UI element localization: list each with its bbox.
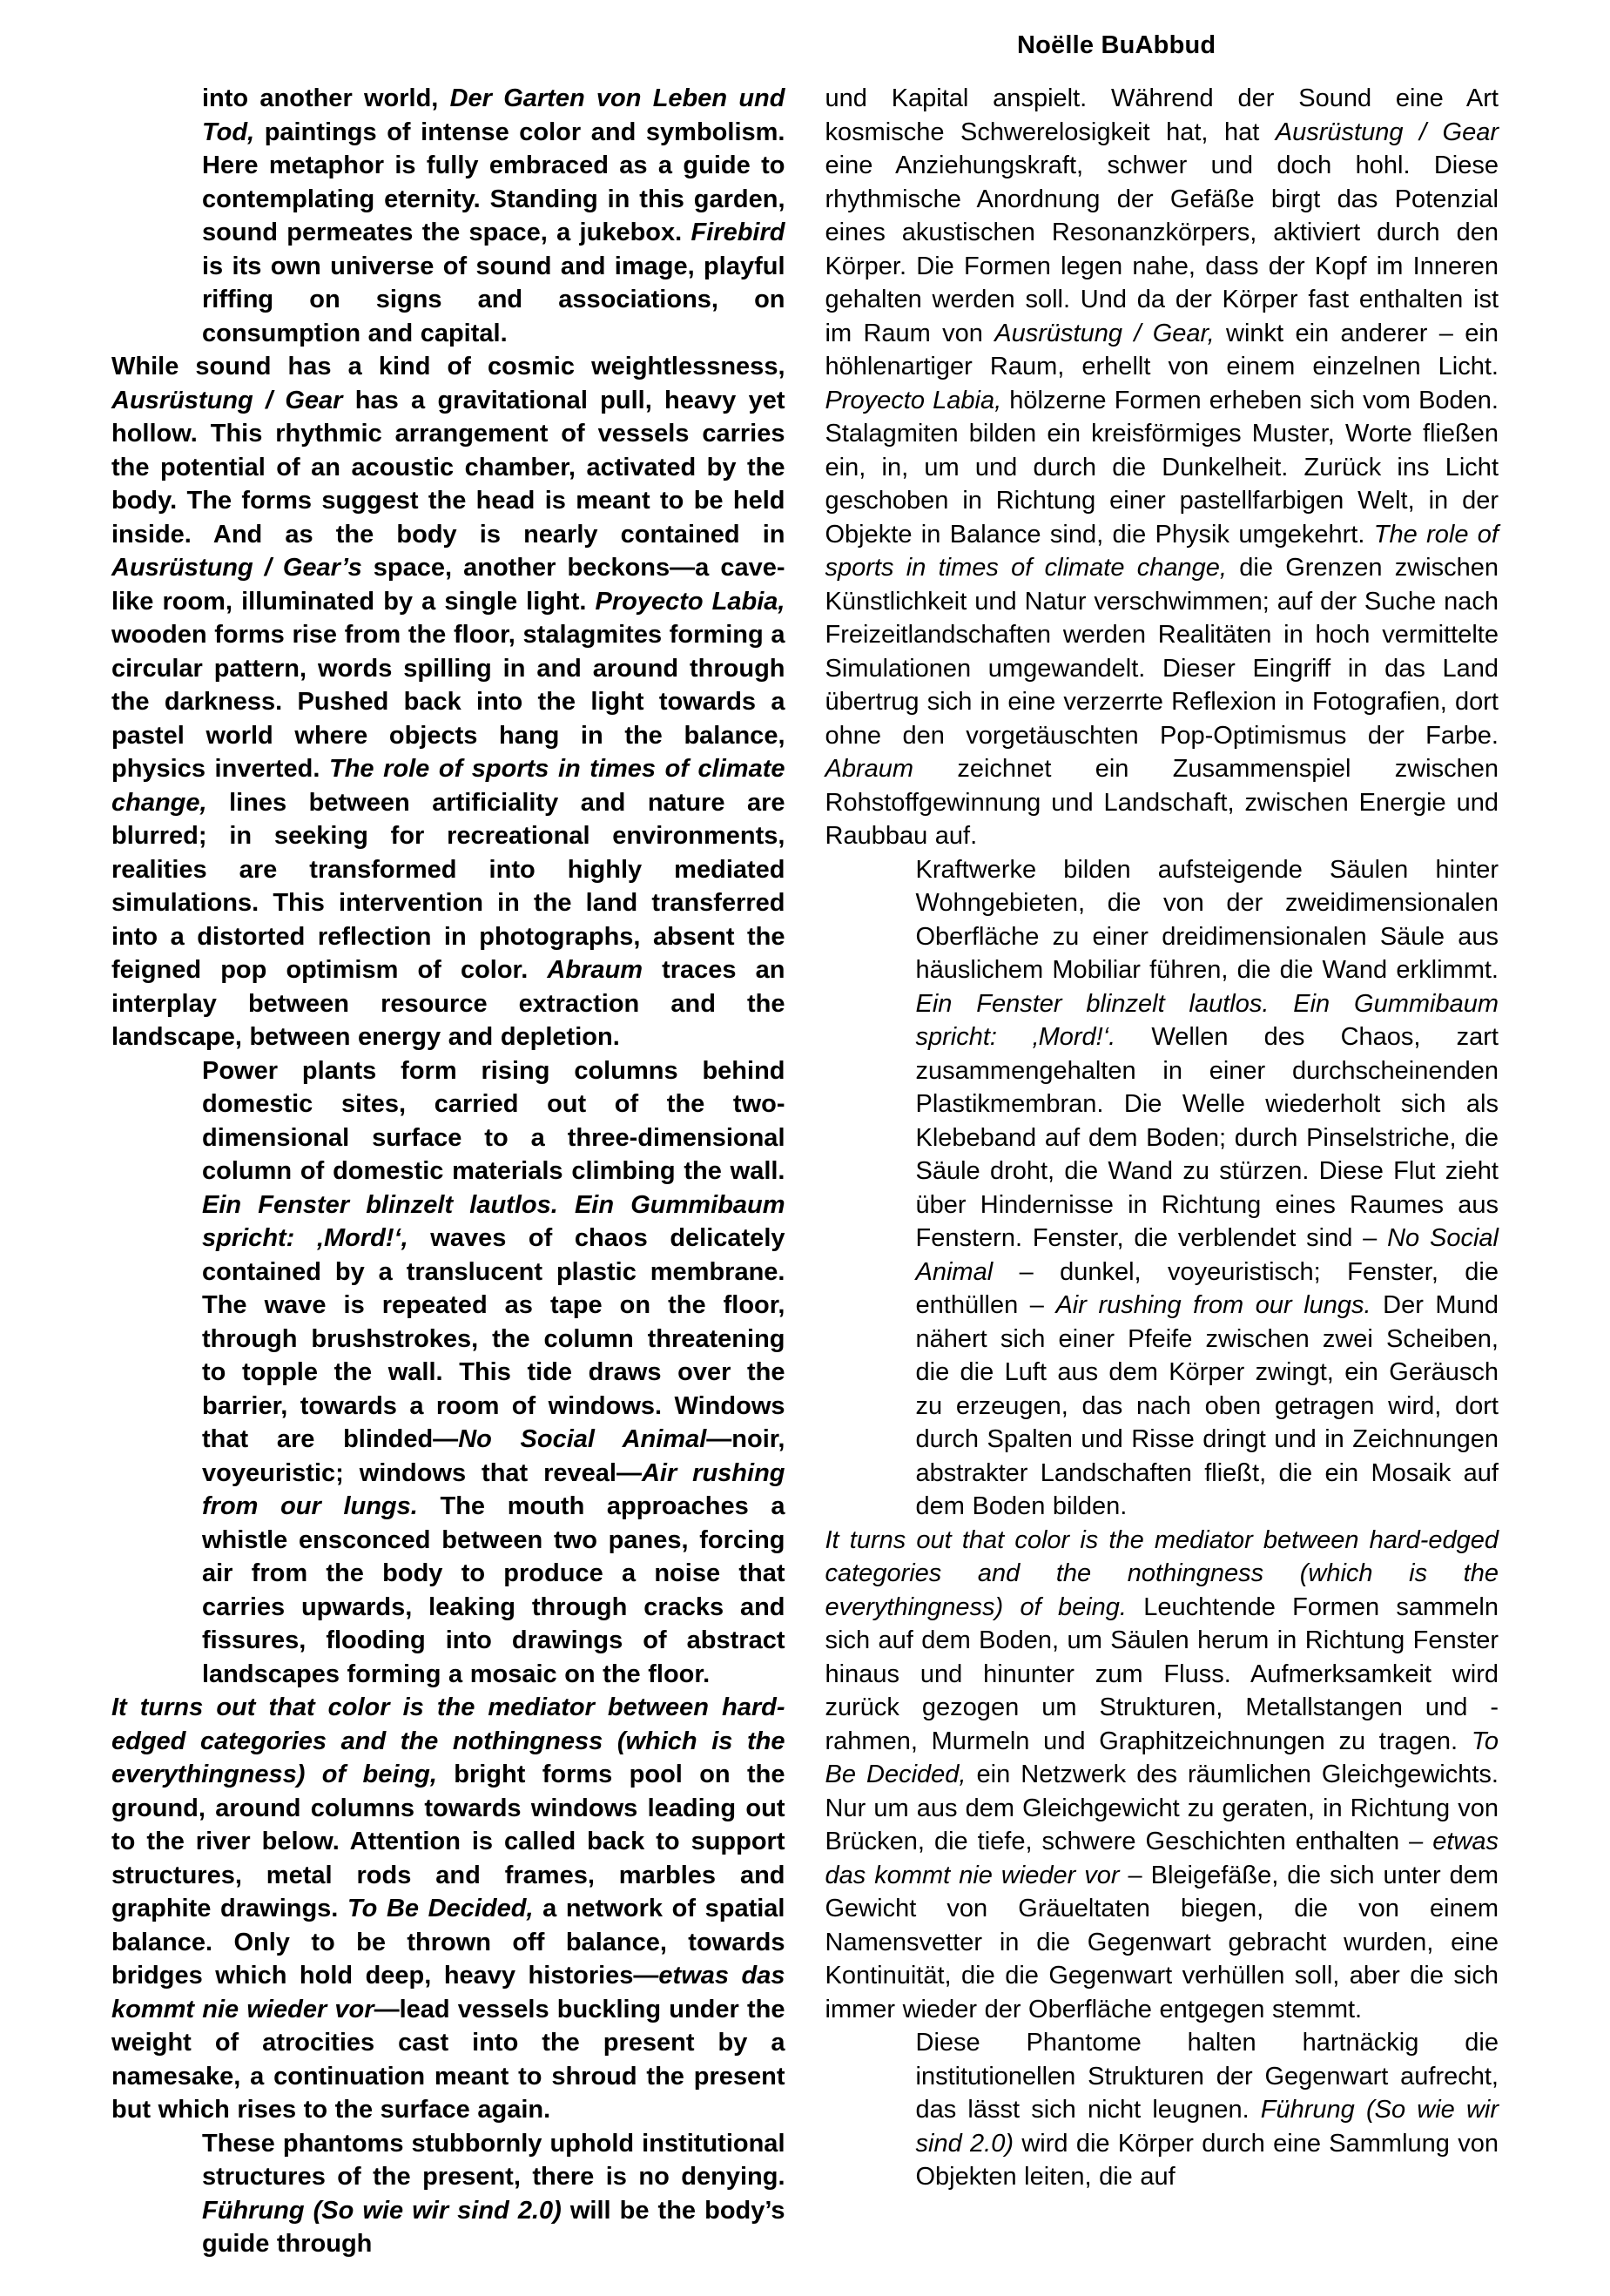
paragraph-en-4: These phantoms stubbornly uphold institutional structures of the present, there is no denying. Führung (So wie wir sind 2.0) will be the body’s guide through (202, 2129, 785, 2258)
paragraph-de-3: Diese Phantome halten hartnäckig die institutionellen Strukturen der Gegenwart aufrecht, das lässt sich nicht leugnen. Führung (So wie wir sind 2.0) wird die Körper durch eine Sammlung von Objekten leiten, die auf (915, 2029, 1499, 2191)
paragraph-de-2: It turns out that color is the mediator between hard-edged categories and the nothingness (which is the everythingness) of being. Leuchtende Formen sammeln sich auf dem Boden, um Säulen herum in Richtung Fenster hinaus und hinunter zum Fluss. Aufmerksamkeit wird zurück gezogen um Strukturen, Metallstangen und -rahmen, Murmeln und Graphitzeichnungen zu tragen. To Be Decided, ein Netzwerk des räumlichen Gleichgewichts. Nur um aus dem Gleichgewicht zu geraten, in Richtung von Brücken, die tiefe, schwere Geschichten enthalten – etwas das kommt nie wieder vor – Bleigefäße, die sich unter dem Gewicht von Gräueltaten biegen, die von einem Namensvetter in die Gegenwart gebracht wurden, eine Kontinuität, die die Gegenwart verhüllen soll, aber die sich immer wieder der Oberfläche entgegen stemmt. (825, 1525, 1499, 2023)
column-english (111, 82, 785, 2261)
column-german (825, 82, 1499, 2261)
running-head (111, 24, 1499, 70)
paragraph-en-0: into another world, Der Garten von Leben und Tod, paintings of intense color and symbolism. Here metaphor is fully embraced as a guide to contemplating eternity. Standing in this garden, sound permeates the space, a jukebox. Firebird is its own universe of sound and image, playful riffing on signs and associations, on consumption and capital. (202, 84, 785, 347)
paragraph-en-2: Power plants form rising columns behind domestic sites, carried out of the two-dimensional surface to a three-dimensional column of domestic materials climbing the wall. Ein Fenster blinzelt lautlos. Ein Gummibaum spricht: ‚Mord!‘, waves of chaos delicately contained by a translucent plastic membrane. The wave is repeated as tape on the floor, through brushstrokes, the column threatening to topple the wall. This tide draws over the barrier, towards a room of windows. Windows that are blinded—No Social Animal—noir, voyeuristic; windows that reveal—Air rushing from our lungs. The mouth approaches a whistle ensconced between two panes, forcing air from the body to produce a noise that carries upwards, leaking through cracks and fissures, flooding into drawings of abstract landscapes forming a mosaic on the floor. (202, 1056, 785, 1688)
paragraph-de-1: Kraftwerke bilden aufsteigende Säulen hinter Wohngebieten, die von der zweidimensionalen Oberfläche zu einer dreidimensionalen Säule aus häuslichem Mobiliar führen, die die Wand erklimmt. Ein Fenster blinzelt lautlos. Ein Gummibaum spricht: ‚Mord!‘. Wellen des Chaos, zart zusammengehalten in einer durchscheinenden Plastikmembran. Die Welle wiederholt sich als Klebeband auf dem Boden; durch Pinselstriche, die Säule droht, die Wand zu stürzen. Diese Flut zieht über Hindernisse in Richtung eines Raumes aus Fenstern. Fenster, die verblendet sind – No Social Animal – dunkel, voyeuristisch; Fenster, die enthüllen – Air rushing from our lungs. Der Mund nähert sich einer Pfeife zwischen zwei Scheiben, die die Luft aus dem Körper zwingt, ein Geräusch zu erzeugen, das nach oben getragen wird, dort durch Spalten und Risse dringt und in Zeichnungen abstrakter Landschaften fließt, die ein Mosaik auf dem Boden bilden. (915, 855, 1499, 1520)
text-columns (111, 82, 1499, 2261)
paragraph-en-1: While sound has a kind of cosmic weightlessness, Ausrüstung / Gear has a gravitational pull, heavy yet hollow. This rhythmic arrangement of vessels carries the potential of an acoustic chamber, activated by the body. The forms suggest the head is meant to be held inside. And as the body is nearly contained in Ausrüstung / Gear’s space, another beckons—a cave-like room, illuminated by a single light. Proyecto Labia, wooden forms rise from the floor, stalagmites forming a circular pattern, words spilling in and around through the darkness. Pushed back into the light towards a pastel world where objects hang in the balance, physics inverted. The role of sports in times of climate change, lines between artificiality and nature are blurred; in seeking for recreational environments, realities are transformed into highly mediated simulations. This intervention in the land transferred into a distorted reflection in photographs, absent the feigned pop optimism of color. Abraum traces an interplay between resource extraction and the landscape, between energy and depletion. (111, 353, 785, 1051)
paragraph-de-0: und Kapital anspielt. Während der Sound eine Art kosmische Schwerelosigkeit hat, hat Ausrüstung / Gear eine Anziehungskraft, schwer und doch hohl. Diese rhythmische Anordnung der Gefäße birgt das Potenzial eines akustischen Resonanzkörpers, aktiviert durch den Körper. Die Formen legen nahe, dass der Kopf im Inneren gehalten werden soll. Und da der Körper fast enthalten ist im Raum von Ausrüstung / Gear, winkt ein anderer – ein höhlenartiger Raum, erhellt von einem einzelnen Licht. Proyecto Labia, hölzerne Formen erheben sich vom Boden. Stalagmiten bilden ein kreisförmiges Muster, Worte fließen ein, in, um und durch die Dunkelheit. Zurück ins Licht geschoben in Richtung einer pastellfarbigen Welt, in der Objekte in Balance sind, die Physik umgekehrt. The role of sports in times of climate change, die Grenzen zwischen Künstlichkeit und Natur verschwimmen; auf der Suche nach Freizeitlandschaften werden Realitäten in hoch vermittelte Simulationen umgewandelt. Dieser Eingriff in das Land übertrug sich in eine verzerrte Reflexion in Fotografien, dort ohne den vorgetäuschten Pop-Optimismus der Farbe. Abraum zeichnet ein Zusammenspiel zwischen Rohstoffgewinnung und Landschaft, zwischen Energie und Raubbau auf. (825, 84, 1499, 850)
paragraph-en-3: It turns out that color is the mediator between hard-edged categories and the nothingness (which is the everythingness) of being, bright forms pool on the ground, around columns towards windows leading out to the river below. Attention is called back to support structures, metal rods and frames, marbles and graphite drawings. To Be Decided, a network of spatial balance. Only to be thrown off balance, towards bridges which hold deep, heavy histories—etwas das kommt nie wieder vor—lead vessels buckling under the weight of atrocities cast into the present by a namesake, a continuation meant to shroud the present but which rises to the surface again. (111, 1693, 785, 2124)
author-name: Noëlle BuAbbud (1017, 31, 1216, 59)
